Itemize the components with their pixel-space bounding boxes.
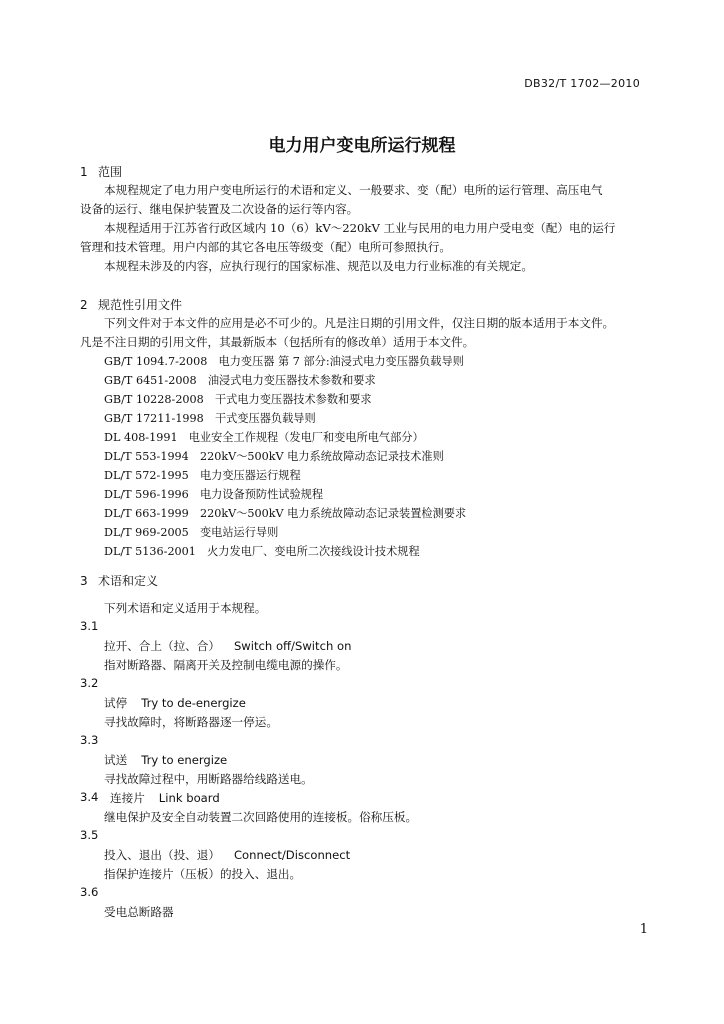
term-definition: 寻找故障过程中，用断路器给线路送电。	[104, 772, 313, 786]
reference-item: DL/T 553-1994 220kV～500kV 电力系统故障动态记录技术准则	[104, 450, 444, 463]
reference-item: DL/T 596-1996 电力设备预防性试验规程	[104, 488, 324, 501]
term-cn: 投入、退出（投、退）	[104, 848, 220, 862]
reference-item: DL 408-1991 电业安全工作规程（发电厂和变电所电气部分）	[104, 431, 424, 444]
term-en: Try to de-energize	[141, 696, 246, 710]
paragraph: 凡是不注日期的引用文件，其最新版本（包括所有的修改单）适用于本文件。	[80, 335, 475, 349]
term-number: 3.4	[80, 790, 99, 804]
paragraph: 设备的运行、继电保护装置及二次设备的运行等内容。	[80, 202, 359, 216]
page-title: 电力用户变电所运行规程	[268, 136, 456, 156]
section-title: 范围	[98, 165, 123, 179]
paragraph: 本规程未涉及的内容，应执行现行的国家标准、规范以及电力行业标准的有关规定。	[104, 259, 533, 273]
term-definition: 继电保护及安全自动装置二次回路使用的连接板。俗称压板。	[104, 810, 418, 824]
section-title: 规范性引用文件	[98, 298, 183, 312]
section-heading-2	[80, 296, 182, 313]
paragraph: 本规程规定了电力用户变电所运行的术语和定义、一般要求、变（配）电所的运行管理、高压电气	[104, 183, 603, 197]
term-definition: 指保护连接片（压板）的投入、退出。	[104, 867, 302, 881]
term-number: 3.3	[80, 733, 99, 747]
term-en: Switch off/Switch on	[233, 639, 352, 653]
term-cn: 拉开、合上（拉、合）	[104, 639, 220, 653]
paragraph: 下列文件对于本文件的应用是必不可少的。凡是注日期的引用文件，仅注日期的版本适用于本文件。	[104, 316, 615, 330]
reference-item: DL/T 572-1995 电力变压器运行规程	[104, 469, 301, 482]
term-number: 3.6	[80, 885, 99, 899]
term-en: Link board	[158, 791, 220, 805]
reference-item: GB/T 17211-1998 干式变压器负载导则	[104, 412, 316, 425]
section-heading-3	[80, 572, 158, 589]
section-number: 1	[80, 165, 88, 179]
term-en: Connect/Disconnect	[233, 848, 351, 862]
term-definition: 指对断路器、隔离开关及控制电缆电源的操作。	[104, 658, 348, 672]
term-name	[104, 904, 174, 920]
paragraph: 本规程适用于江苏省行政区域内 10（6）kV～220kV 工业与民用的电力用户受电变（配）电的运行	[104, 221, 616, 235]
section-number: 2	[80, 298, 88, 312]
term-number: 3.2	[80, 676, 99, 690]
term-name	[104, 847, 350, 863]
term-name	[104, 695, 246, 711]
reference-item: DL/T 5136-2001 火力发电厂、变电所二次接线设计技术规程	[104, 545, 420, 558]
document-code: DB32/T 1702—2010	[524, 77, 640, 90]
reference-item: DL/T 663-1999 220kV～500kV 电力系统故障动态记录装置检测要求	[104, 507, 467, 520]
reference-item: GB/T 1094.7-2008 电力变压器 第 7 部分:油浸式电力变压器负载导则	[104, 355, 464, 368]
term-name	[110, 790, 220, 806]
term-name	[104, 638, 351, 654]
reference-item: GB/T 10228-2008 干式电力变压器技术参数和要求	[104, 393, 372, 406]
section-title: 术语和定义	[98, 574, 159, 588]
term-number: 3.1	[80, 619, 99, 633]
paragraph: 下列术语和定义适用于本规程。	[104, 601, 267, 615]
reference-item: DL/T 969-2005 变电站运行导则	[104, 526, 279, 539]
term-cn: 连接片	[110, 791, 145, 805]
term-definition: 寻找故障时，将断路器逐一停运。	[104, 715, 278, 729]
term-cn: 受电总断路器	[104, 905, 174, 919]
term-cn: 试停	[104, 696, 128, 710]
term-name	[104, 752, 227, 768]
term-cn: 试送	[104, 753, 128, 767]
page-number: 1	[639, 922, 648, 937]
term-number: 3.5	[80, 828, 99, 842]
term-en: Try to energize	[141, 753, 228, 767]
section-number: 3	[80, 574, 88, 588]
paragraph: 管理和技术管理。用户内部的其它各电压等级变（配）电所可参照执行。	[80, 240, 452, 254]
reference-item: GB/T 6451-2008 油浸式电力变压器技术参数和要求	[104, 374, 376, 387]
section-heading-1	[80, 163, 122, 180]
